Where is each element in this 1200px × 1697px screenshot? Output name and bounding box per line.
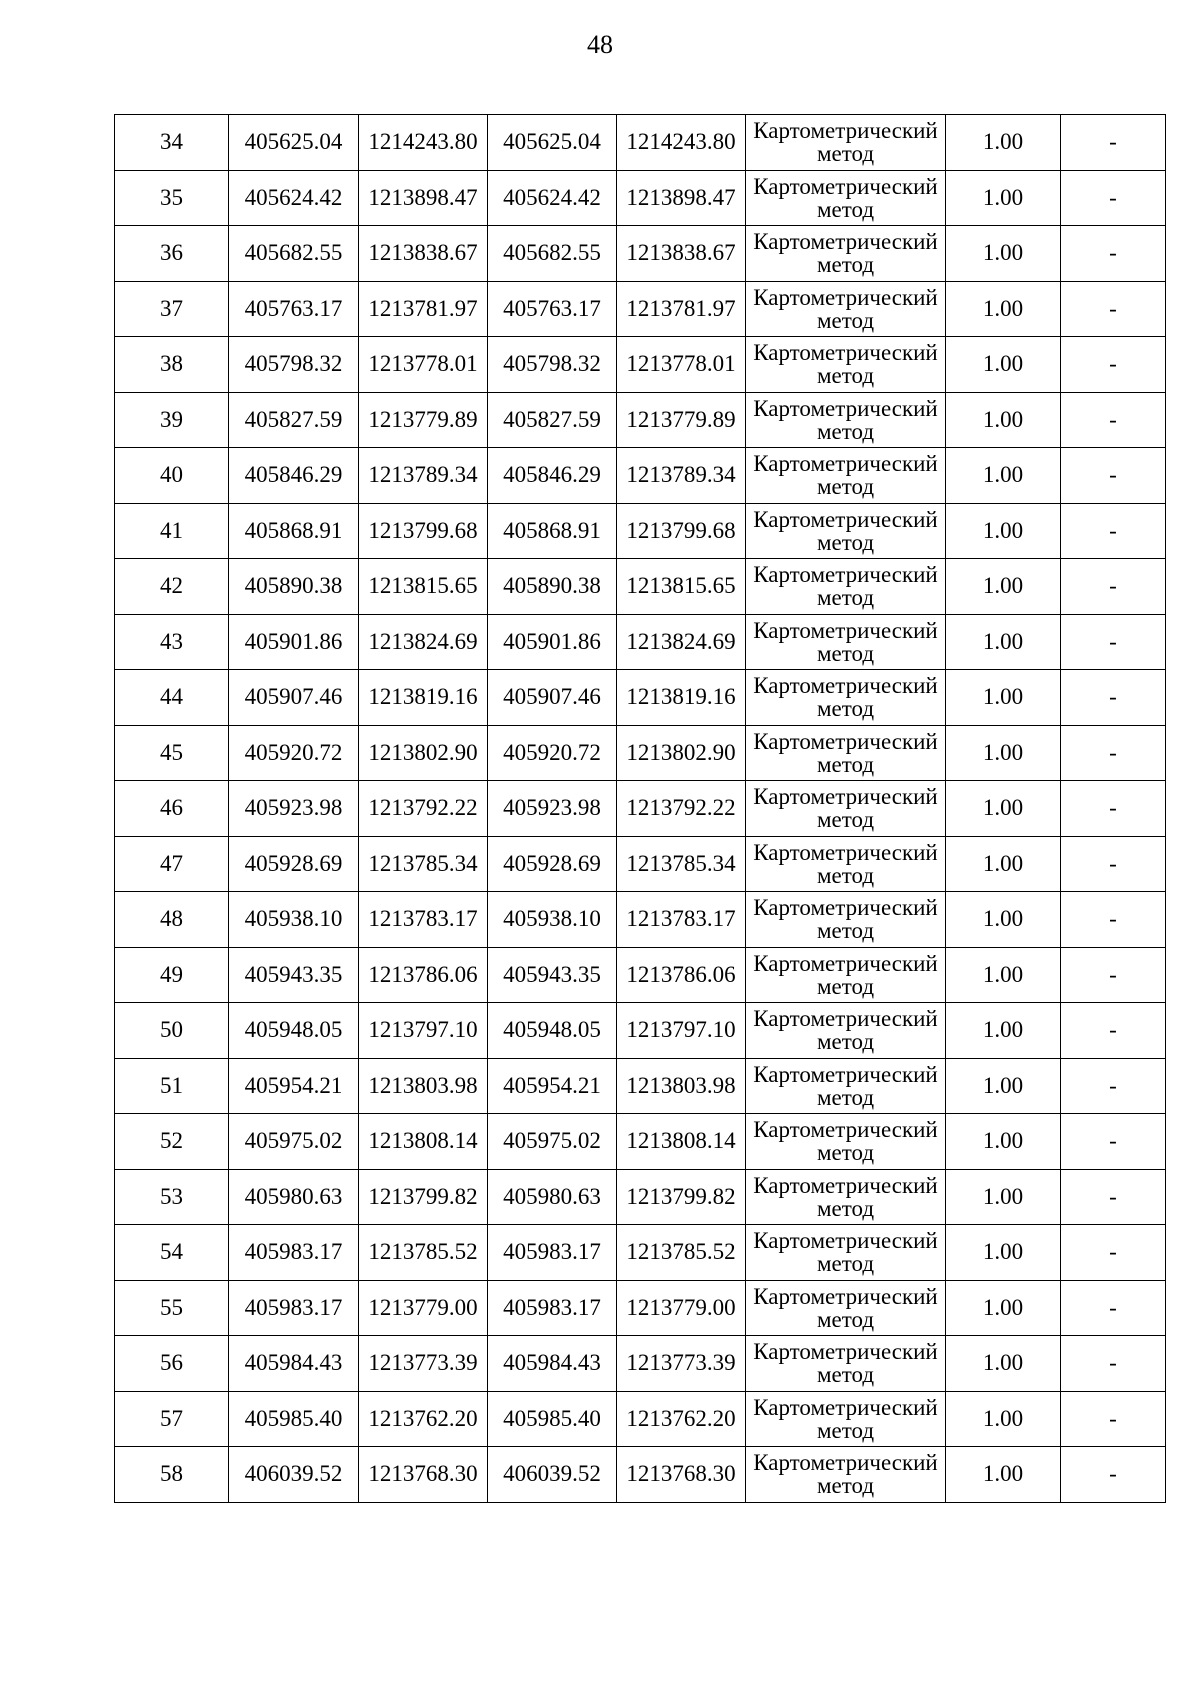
table-row — [115, 226, 1166, 282]
y-specified-cell: 1214243.80 — [617, 115, 746, 171]
accuracy-cell: 1.00 — [946, 836, 1061, 892]
x-specified-cell: 405928.69 — [488, 836, 617, 892]
y-specified-cell: 1213785.52 — [617, 1225, 746, 1281]
x-specified-cell: 405798.32 — [488, 337, 617, 393]
x-specified-cell: 405920.72 — [488, 725, 617, 781]
point-number-cell: 40 — [115, 448, 229, 504]
note-cell: - — [1061, 1447, 1166, 1503]
method-line-2: метод — [816, 973, 875, 999]
y-specified-cell: 1213799.68 — [617, 503, 746, 559]
x-existing-cell: 405984.43 — [229, 1336, 359, 1392]
method-line-1: Картометрический — [753, 1061, 938, 1087]
y-specified-cell: 1213803.98 — [617, 1058, 746, 1114]
method-cell — [746, 226, 946, 282]
method-line-1: Картометрический — [753, 1450, 938, 1476]
method-cell — [746, 1169, 946, 1225]
point-number-cell: 37 — [115, 281, 229, 337]
method-line-2: метод — [816, 252, 875, 278]
y-existing-cell: 1213781.97 — [359, 281, 488, 337]
point-number-cell: 50 — [115, 1003, 229, 1059]
accuracy-cell: 1.00 — [946, 115, 1061, 171]
method-line-2: метод — [816, 1140, 875, 1166]
y-specified-cell: 1213898.47 — [617, 170, 746, 226]
y-specified-cell: 1213799.82 — [617, 1169, 746, 1225]
method-line-2: метод — [816, 696, 875, 722]
y-specified-cell: 1213808.14 — [617, 1114, 746, 1170]
y-existing-cell: 1213898.47 — [359, 170, 488, 226]
coordinates-table-body — [115, 115, 1166, 1503]
method-line-1: Картометрический — [753, 284, 938, 310]
method-line-2: метод — [816, 751, 875, 777]
method-cell — [746, 1058, 946, 1114]
method-line-1: Картометрический — [753, 1172, 938, 1198]
y-existing-cell: 1213785.52 — [359, 1225, 488, 1281]
y-specified-cell: 1213781.97 — [617, 281, 746, 337]
y-specified-cell: 1213762.20 — [617, 1391, 746, 1447]
y-existing-cell: 1213797.10 — [359, 1003, 488, 1059]
x-specified-cell: 405980.63 — [488, 1169, 617, 1225]
y-specified-cell: 1213789.34 — [617, 448, 746, 504]
accuracy-cell: 1.00 — [946, 1280, 1061, 1336]
method-line-2: метод — [816, 1084, 875, 1110]
note-cell: - — [1061, 115, 1166, 171]
method-line-1: Картометрический — [753, 839, 938, 865]
y-specified-cell: 1213783.17 — [617, 892, 746, 948]
accuracy-cell: 1.00 — [946, 670, 1061, 726]
method-cell — [746, 170, 946, 226]
x-existing-cell: 405928.69 — [229, 836, 359, 892]
accuracy-cell: 1.00 — [946, 1058, 1061, 1114]
point-number-cell: 38 — [115, 337, 229, 393]
x-specified-cell: 405984.43 — [488, 1336, 617, 1392]
x-existing-cell: 405983.17 — [229, 1280, 359, 1336]
method-line-1: Картометрический — [753, 673, 938, 699]
note-cell: - — [1061, 1114, 1166, 1170]
method-line-2: метод — [816, 141, 875, 167]
y-specified-cell: 1213779.00 — [617, 1280, 746, 1336]
x-existing-cell: 405920.72 — [229, 725, 359, 781]
note-cell: - — [1061, 392, 1166, 448]
note-cell: - — [1061, 1391, 1166, 1447]
accuracy-cell: 1.00 — [946, 170, 1061, 226]
x-specified-cell: 405985.40 — [488, 1391, 617, 1447]
method-line-1: Картометрический — [753, 229, 938, 255]
x-existing-cell: 405682.55 — [229, 226, 359, 282]
method-line-2: метод — [816, 1029, 875, 1055]
y-existing-cell: 1213838.67 — [359, 226, 488, 282]
y-existing-cell: 1213808.14 — [359, 1114, 488, 1170]
method-line-1: Картометрический — [753, 173, 938, 199]
method-line-2: метод — [816, 529, 875, 555]
accuracy-cell: 1.00 — [946, 559, 1061, 615]
x-existing-cell: 405901.86 — [229, 614, 359, 670]
method-line-2: метод — [816, 862, 875, 888]
accuracy-cell: 1.00 — [946, 892, 1061, 948]
x-existing-cell: 405846.29 — [229, 448, 359, 504]
method-line-1: Картометрический — [753, 395, 938, 421]
x-existing-cell: 405798.32 — [229, 337, 359, 393]
y-specified-cell: 1213779.89 — [617, 392, 746, 448]
method-line-1: Картометрический — [753, 506, 938, 532]
y-existing-cell: 1213792.22 — [359, 781, 488, 837]
y-existing-cell: 1213779.00 — [359, 1280, 488, 1336]
x-specified-cell: 405948.05 — [488, 1003, 617, 1059]
x-specified-cell: 405975.02 — [488, 1114, 617, 1170]
method-cell — [746, 448, 946, 504]
note-cell: - — [1061, 836, 1166, 892]
point-number-cell: 41 — [115, 503, 229, 559]
accuracy-cell: 1.00 — [946, 1336, 1061, 1392]
y-specified-cell: 1213786.06 — [617, 947, 746, 1003]
y-existing-cell: 1213799.68 — [359, 503, 488, 559]
accuracy-cell: 1.00 — [946, 1003, 1061, 1059]
x-specified-cell: 405890.38 — [488, 559, 617, 615]
method-cell — [746, 1003, 946, 1059]
note-cell: - — [1061, 170, 1166, 226]
note-cell: - — [1061, 1280, 1166, 1336]
accuracy-cell: 1.00 — [946, 448, 1061, 504]
x-specified-cell: 405624.42 — [488, 170, 617, 226]
x-specified-cell: 405954.21 — [488, 1058, 617, 1114]
table-row — [115, 1169, 1166, 1225]
note-cell: - — [1061, 1003, 1166, 1059]
y-existing-cell: 1213819.16 — [359, 670, 488, 726]
note-cell: - — [1061, 1225, 1166, 1281]
y-specified-cell: 1213797.10 — [617, 1003, 746, 1059]
method-cell — [746, 115, 946, 171]
accuracy-cell: 1.00 — [946, 1447, 1061, 1503]
method-line-1: Картометрический — [753, 1228, 938, 1254]
table-row — [115, 670, 1166, 726]
table-row — [115, 1003, 1166, 1059]
note-cell: - — [1061, 781, 1166, 837]
method-cell — [746, 1447, 946, 1503]
accuracy-cell: 1.00 — [946, 503, 1061, 559]
y-existing-cell: 1213815.65 — [359, 559, 488, 615]
point-number-cell: 39 — [115, 392, 229, 448]
method-line-2: метод — [816, 1473, 875, 1499]
y-existing-cell: 1213762.20 — [359, 1391, 488, 1447]
table-row — [115, 115, 1166, 171]
table-row — [115, 503, 1166, 559]
coordinates-table — [114, 114, 1166, 1503]
y-existing-cell: 1213785.34 — [359, 836, 488, 892]
method-cell — [746, 1114, 946, 1170]
accuracy-cell: 1.00 — [946, 281, 1061, 337]
note-cell: - — [1061, 337, 1166, 393]
method-cell — [746, 892, 946, 948]
table-row — [115, 337, 1166, 393]
method-line-2: метод — [816, 1306, 875, 1332]
x-existing-cell: 405948.05 — [229, 1003, 359, 1059]
y-existing-cell: 1213803.98 — [359, 1058, 488, 1114]
method-line-1: Картометрический — [753, 562, 938, 588]
note-cell: - — [1061, 226, 1166, 282]
table-row — [115, 1225, 1166, 1281]
method-line-2: метод — [816, 1195, 875, 1221]
method-cell — [746, 947, 946, 1003]
y-existing-cell: 1214243.80 — [359, 115, 488, 171]
table-row — [115, 1391, 1166, 1447]
method-cell — [746, 503, 946, 559]
x-existing-cell: 405827.59 — [229, 392, 359, 448]
method-line-2: метод — [816, 640, 875, 666]
table-row — [115, 1447, 1166, 1503]
method-line-2: метод — [816, 1417, 875, 1443]
note-cell: - — [1061, 892, 1166, 948]
x-existing-cell: 405943.35 — [229, 947, 359, 1003]
y-specified-cell: 1213824.69 — [617, 614, 746, 670]
method-cell — [746, 281, 946, 337]
table-row — [115, 614, 1166, 670]
method-cell — [746, 337, 946, 393]
x-specified-cell: 405983.17 — [488, 1225, 617, 1281]
x-existing-cell: 405868.91 — [229, 503, 359, 559]
point-number-cell: 34 — [115, 115, 229, 171]
point-number-cell: 53 — [115, 1169, 229, 1225]
table-row — [115, 947, 1166, 1003]
accuracy-cell: 1.00 — [946, 614, 1061, 670]
x-existing-cell: 405763.17 — [229, 281, 359, 337]
x-specified-cell: 405907.46 — [488, 670, 617, 726]
table-row — [115, 559, 1166, 615]
method-line-1: Картометрический — [753, 950, 938, 976]
y-existing-cell: 1213768.30 — [359, 1447, 488, 1503]
point-number-cell: 48 — [115, 892, 229, 948]
x-existing-cell: 405985.40 — [229, 1391, 359, 1447]
method-line-2: метод — [816, 1251, 875, 1277]
note-cell: - — [1061, 1169, 1166, 1225]
method-line-2: метод — [816, 807, 875, 833]
note-cell: - — [1061, 448, 1166, 504]
table-row — [115, 836, 1166, 892]
method-line-1: Картометрический — [753, 728, 938, 754]
y-specified-cell: 1213773.39 — [617, 1336, 746, 1392]
x-specified-cell: 405943.35 — [488, 947, 617, 1003]
note-cell: - — [1061, 1058, 1166, 1114]
point-number-cell: 57 — [115, 1391, 229, 1447]
accuracy-cell: 1.00 — [946, 781, 1061, 837]
note-cell: - — [1061, 947, 1166, 1003]
method-cell — [746, 1336, 946, 1392]
method-cell — [746, 781, 946, 837]
x-existing-cell: 405907.46 — [229, 670, 359, 726]
method-line-2: метод — [816, 474, 875, 500]
accuracy-cell: 1.00 — [946, 1169, 1061, 1225]
point-number-cell: 52 — [115, 1114, 229, 1170]
method-cell — [746, 725, 946, 781]
table-row — [115, 781, 1166, 837]
y-specified-cell: 1213768.30 — [617, 1447, 746, 1503]
x-existing-cell: 405890.38 — [229, 559, 359, 615]
point-number-cell: 36 — [115, 226, 229, 282]
y-existing-cell: 1213779.89 — [359, 392, 488, 448]
y-specified-cell: 1213838.67 — [617, 226, 746, 282]
y-existing-cell: 1213824.69 — [359, 614, 488, 670]
method-line-1: Картометрический — [753, 784, 938, 810]
method-line-1: Картометрический — [753, 895, 938, 921]
method-cell — [746, 392, 946, 448]
y-specified-cell: 1213792.22 — [617, 781, 746, 837]
accuracy-cell: 1.00 — [946, 1391, 1061, 1447]
method-line-1: Картометрический — [753, 451, 938, 477]
accuracy-cell: 1.00 — [946, 725, 1061, 781]
x-specified-cell: 405827.59 — [488, 392, 617, 448]
method-cell — [746, 559, 946, 615]
accuracy-cell: 1.00 — [946, 1225, 1061, 1281]
method-cell — [746, 614, 946, 670]
note-cell: - — [1061, 1336, 1166, 1392]
table-row — [115, 281, 1166, 337]
note-cell: - — [1061, 614, 1166, 670]
method-cell — [746, 670, 946, 726]
accuracy-cell: 1.00 — [946, 947, 1061, 1003]
x-specified-cell: 405923.98 — [488, 781, 617, 837]
y-specified-cell: 1213785.34 — [617, 836, 746, 892]
x-specified-cell: 406039.52 — [488, 1447, 617, 1503]
method-line-2: метод — [816, 363, 875, 389]
x-existing-cell: 405983.17 — [229, 1225, 359, 1281]
x-existing-cell: 405980.63 — [229, 1169, 359, 1225]
x-existing-cell: 406039.52 — [229, 1447, 359, 1503]
method-line-2: метод — [816, 1362, 875, 1388]
x-existing-cell: 405923.98 — [229, 781, 359, 837]
note-cell: - — [1061, 559, 1166, 615]
x-existing-cell: 405625.04 — [229, 115, 359, 171]
x-existing-cell: 405975.02 — [229, 1114, 359, 1170]
x-existing-cell: 405624.42 — [229, 170, 359, 226]
point-number-cell: 58 — [115, 1447, 229, 1503]
note-cell: - — [1061, 503, 1166, 559]
method-line-2: метод — [816, 418, 875, 444]
method-line-1: Картометрический — [753, 1117, 938, 1143]
method-line-1: Картометрический — [753, 1283, 938, 1309]
accuracy-cell: 1.00 — [946, 392, 1061, 448]
y-existing-cell: 1213789.34 — [359, 448, 488, 504]
method-cell — [746, 1225, 946, 1281]
accuracy-cell: 1.00 — [946, 226, 1061, 282]
point-number-cell: 47 — [115, 836, 229, 892]
x-existing-cell: 405938.10 — [229, 892, 359, 948]
point-number-cell: 49 — [115, 947, 229, 1003]
point-number-cell: 51 — [115, 1058, 229, 1114]
note-cell: - — [1061, 725, 1166, 781]
y-specified-cell: 1213778.01 — [617, 337, 746, 393]
table-row — [115, 1114, 1166, 1170]
table-row — [115, 170, 1166, 226]
y-existing-cell: 1213773.39 — [359, 1336, 488, 1392]
method-line-2: метод — [816, 307, 875, 333]
method-line-1: Картометрический — [753, 1006, 938, 1032]
point-number-cell: 42 — [115, 559, 229, 615]
point-number-cell: 45 — [115, 725, 229, 781]
point-number-cell: 56 — [115, 1336, 229, 1392]
note-cell: - — [1061, 281, 1166, 337]
y-specified-cell: 1213819.16 — [617, 670, 746, 726]
method-cell — [746, 1280, 946, 1336]
y-existing-cell: 1213786.06 — [359, 947, 488, 1003]
table-row — [115, 448, 1166, 504]
page-number: 48 — [587, 30, 613, 59]
accuracy-cell: 1.00 — [946, 337, 1061, 393]
method-line-2: метод — [816, 196, 875, 222]
table-row — [115, 1336, 1166, 1392]
table-row — [115, 725, 1166, 781]
method-line-1: Картометрический — [753, 118, 938, 144]
point-number-cell: 54 — [115, 1225, 229, 1281]
y-existing-cell: 1213778.01 — [359, 337, 488, 393]
x-specified-cell: 405868.91 — [488, 503, 617, 559]
y-existing-cell: 1213783.17 — [359, 892, 488, 948]
method-cell — [746, 1391, 946, 1447]
point-number-cell: 35 — [115, 170, 229, 226]
y-existing-cell: 1213799.82 — [359, 1169, 488, 1225]
note-cell: - — [1061, 670, 1166, 726]
point-number-cell: 44 — [115, 670, 229, 726]
point-number-cell: 55 — [115, 1280, 229, 1336]
table-row — [115, 892, 1166, 948]
method-cell — [746, 836, 946, 892]
x-specified-cell: 405901.86 — [488, 614, 617, 670]
table-row — [115, 1058, 1166, 1114]
x-specified-cell: 405846.29 — [488, 448, 617, 504]
x-existing-cell: 405954.21 — [229, 1058, 359, 1114]
x-specified-cell: 405625.04 — [488, 115, 617, 171]
method-line-1: Картометрический — [753, 617, 938, 643]
method-line-1: Картометрический — [753, 340, 938, 366]
x-specified-cell: 405938.10 — [488, 892, 617, 948]
x-specified-cell: 405763.17 — [488, 281, 617, 337]
y-specified-cell: 1213815.65 — [617, 559, 746, 615]
table-row — [115, 1280, 1166, 1336]
point-number-cell: 46 — [115, 781, 229, 837]
method-line-1: Картометрический — [753, 1394, 938, 1420]
method-line-1: Картометрический — [753, 1339, 938, 1365]
y-existing-cell: 1213802.90 — [359, 725, 488, 781]
x-specified-cell: 405682.55 — [488, 226, 617, 282]
method-line-2: метод — [816, 918, 875, 944]
x-specified-cell: 405983.17 — [488, 1280, 617, 1336]
table-row — [115, 392, 1166, 448]
accuracy-cell: 1.00 — [946, 1114, 1061, 1170]
y-specified-cell: 1213802.90 — [617, 725, 746, 781]
point-number-cell: 43 — [115, 614, 229, 670]
method-line-2: метод — [816, 585, 875, 611]
